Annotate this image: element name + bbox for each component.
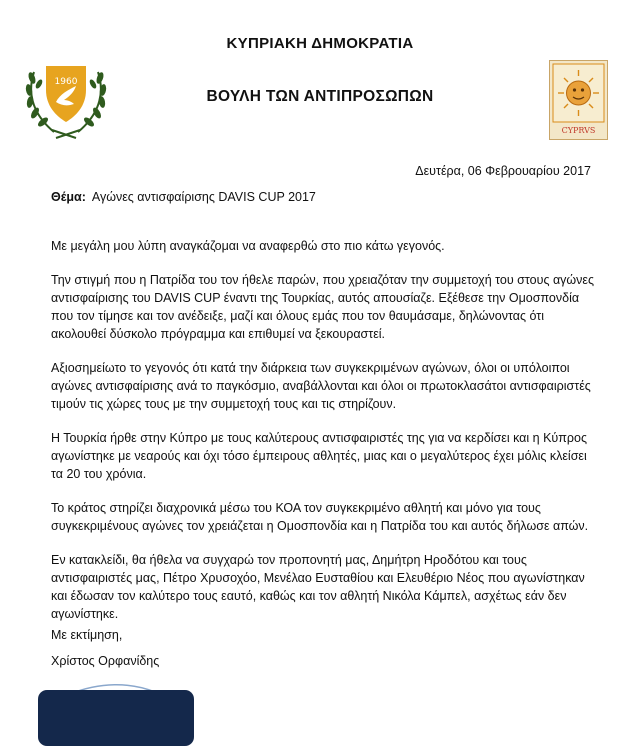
subject-line: [51, 190, 316, 204]
subject-label: Θέμα:: [51, 190, 86, 204]
redacted-signature-block: [38, 690, 194, 746]
seal-text: CYPRVS: [561, 126, 596, 135]
paragraph: Το κράτος στηρίζει διαχρονικά μέσω του ΚΟΑ τον συγκεκριμένο αθλητή και μόνο για τους συγκεκριμένους αγώνες τον χρειάζεται η Ομοσπονδία και η Πατρίδα του και αυτός δήλωσε απών.: [51, 501, 589, 533]
paragraph: Η Τουρκία ήρθε στην Κύπρο με τους καλύτερους αντισφαιριστές της για να κερδίσει και η Κύπρος αγωνίστηκε με νεαρούς και όχι τόσο έμπειρους αθλητές, μιας και ο μεγαλύτερος έχει μόλις κλείσει τα 20 του χρόνια.: [51, 431, 587, 481]
paragraph: Την στιγμή που η Πατρίδα του τον ήθελε παρών, που χρειαζόταν την συμμετοχή του στους αγώνες αντισφαίρισης του DAVIS CUP έναντι της Τουρκίας, αυτός απουσίαζε. Εξέθεσε την Ομοσπονδία που τον τίμησε και τον ανέδειξε, μαζί και όλους εμάς που τον θαυμάσαμε, δηλώνοντας ότι ακολουθεί δύσκολο πρόγραμμα και επιθυμεί να ξεκουραστεί.: [51, 273, 595, 341]
signatory-name: Χρίστος Ορφανίδης: [51, 654, 160, 668]
salutation: Με εκτίμηση,: [51, 628, 123, 642]
svg-text:1960: 1960: [54, 77, 78, 87]
closing-block: [51, 626, 159, 670]
republic-heading: ΚΥΠΡΙΑΚΗ ΔΗΜΟΚΡΑΤΙΑ: [226, 35, 414, 52]
letter-date: Δευτέρα, 06 Φεβρουαρίου 2017: [415, 164, 591, 178]
paragraph: Με μεγάλη μου λύπη αναγκάζομαι να αναφερθώ στο πιο κάτω γεγονός.: [51, 239, 445, 253]
letter-body: [51, 237, 596, 639]
paragraph: Αξιοσημείωτο το γεγονός ότι κατά την διάρκεια των συγκεκριμένων αγώνων, όλοι οι υπόλοιποι αγώνες αντισφαίρισης ανά το παγκόσμιο, αναβάλλονται και όλοι οι πρωτοκλασάτοι αντισφαιριστές τιμούν τις χώρες τους με την συμμετοχή τους και τις στηρίζουν.: [51, 361, 591, 411]
house-heading: ΒΟΥΛΗ ΤΩΝ ΑΝΤΙΠΡΟΣΩΠΩΝ: [206, 88, 434, 105]
paragraph: Εν κατακλείδι, θα ήθελα να συγχαρώ τον προπονητή μας, Δημήτρη Ηροδότου και τους αντισφαιριστές μας, Πέτρο Χρυσοχόο, Μενέλαο Ευσταθίου και Ελευθέριο Νέος που αγωνίστηκαν και έδωσαν τον καλύτερο τους εαυτό, καθώς και τον αθλητή Νικόλα Κάμπελ, ασχέτως εάν δεν αγωνίστηκε.: [51, 553, 585, 621]
subject-text: Αγώνες αντισφαίρισης DAVIS CUP 2017: [91, 190, 316, 204]
